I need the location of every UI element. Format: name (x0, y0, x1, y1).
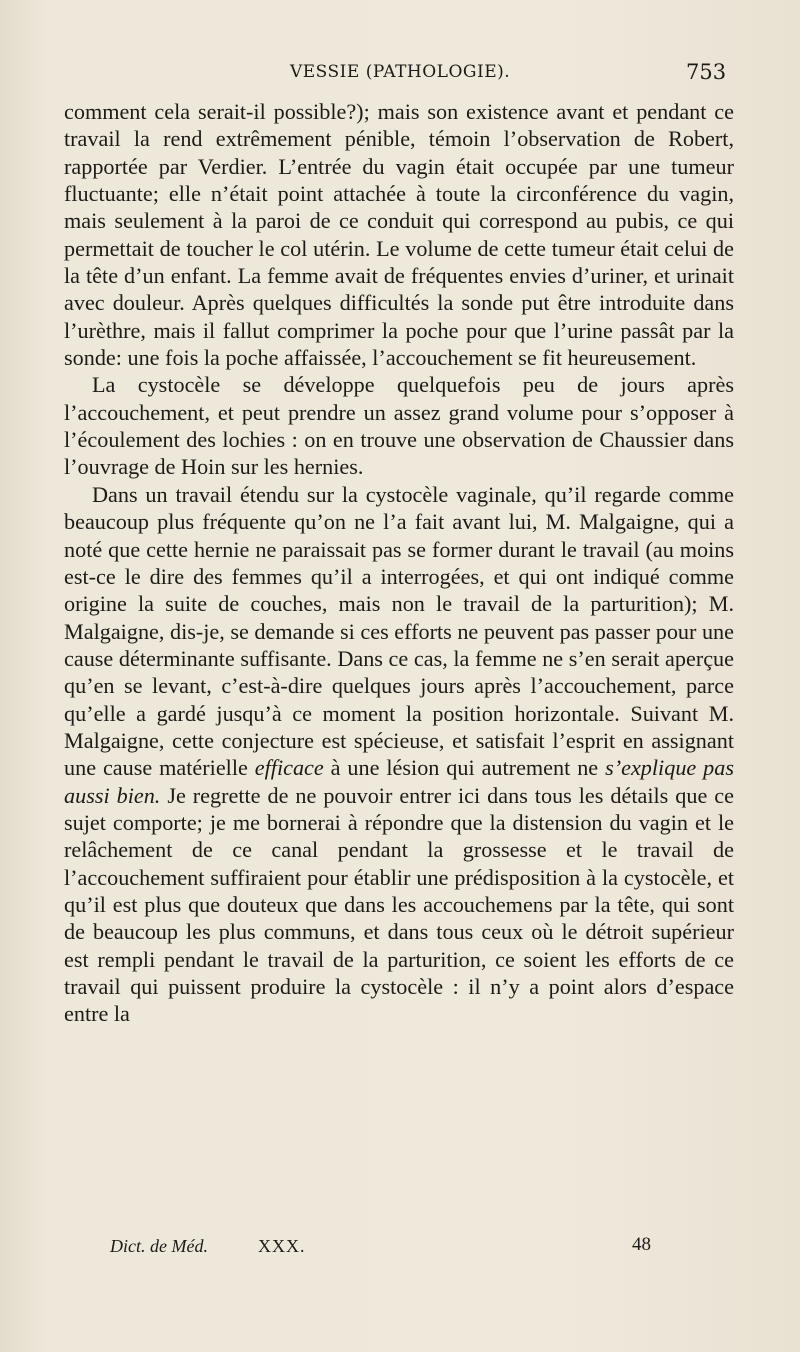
running-head (0, 58, 800, 90)
text-segment: Dans un travail étendu sur la cystocèle vaginale, qu’il regarde comme beaucoup plus fréquente qu’on ne l’a fait avant lui, M. Malgaigne, qui a noté que cette hernie ne paraissait pas se former durant le travail (au moins est-ce le dire des femmes qu’il a interrogées, et qui ont indiqué comme origine la suite de couches, mais non le travail de la parturition); M. Malgaigne, dis-je, se demande si ces efforts ne peuvent pas passer pour une cause déterminante suffisante. Dans ce cas, la femme ne s’en serait aperçue qu’en se levant, c’est-à-dire quelques jours après l’accouchement, parce qu’elle a gardé jusqu’à ce moment la position horizontale. Suivant M. Malgaigne, cette conjecture est spécieuse, et satisfait l’esprit en assignant une cause matérielle (64, 481, 734, 781)
italic-text: efficace (254, 755, 324, 781)
paragraph (64, 98, 734, 371)
running-title: VESSIE (PATHOLOGIE). (290, 62, 511, 82)
page-number: 753 (686, 60, 727, 84)
paragraph (64, 371, 734, 480)
paragraph (64, 481, 734, 1028)
page-footer (0, 1228, 800, 1268)
body-text (64, 98, 734, 1028)
footer-source: Dict. de Méd. (110, 1236, 208, 1256)
italic-text: s’explique pas aussi bien. (64, 755, 734, 808)
text-segment: à une lésion qui autrement ne (323, 755, 606, 781)
text-segment: comment cela serait-il possible?); mais son existence avant et pendant ce travail la rend extrêmement pénible, témoin l’observation de Robert, rapportée par Verdier. L’entrée du vagin était occupée par une tumeur fluctuante; elle n’était point attachée à toute la circonférence du vagin, mais seulement à la paroi de ce conduit qui correspond au pubis, ce qui permettait de toucher le col utérin. Le volume de cette tumeur était celui de la tête d’un enfant. La femme avait de fréquentes envies d’uriner, et urinait avec douleur. Après quelques difficultés la sonde put être introduite dans l’urèthre, mais il fallut comprimer la poche pour que l’urine passât par la sonde: une fois la poche affaissée, l’accouchement se fit heureusement. (64, 99, 734, 371)
text-segment: Je regrette de ne pouvoir entrer ici dans tous les détails que ce sujet comporte; je me bornerai à répondre que la distension du vagin et le relâchement de ce canal pendant la grossesse et le travail de l’accouchement suffiraient pour établir une prédisposition à la cystocèle, et qu’il est plus que douteux que dans les accouchemens par la tête, qui sont de beaucoup les plus communs, et dans tous ceux où le détroit supérieur est rempli pendant le travail de la parturition, ce soient les efforts de ce travail qui puissent produire la cystocèle : il n’y a point alors d’espace entre la (64, 782, 734, 1027)
footer-signature: 48 (632, 1234, 651, 1255)
text-segment: La cystocèle se développe quelquefois peu de jours après l’accouchement, et peut prendre un assez grand volume pour s’opposer à l’écoulement des lochies : on en trouve une observation de Chaussier dans l’ouvrage de Hoin sur les hernies. (64, 372, 734, 480)
footer-volume: XXX. (258, 1236, 306, 1256)
